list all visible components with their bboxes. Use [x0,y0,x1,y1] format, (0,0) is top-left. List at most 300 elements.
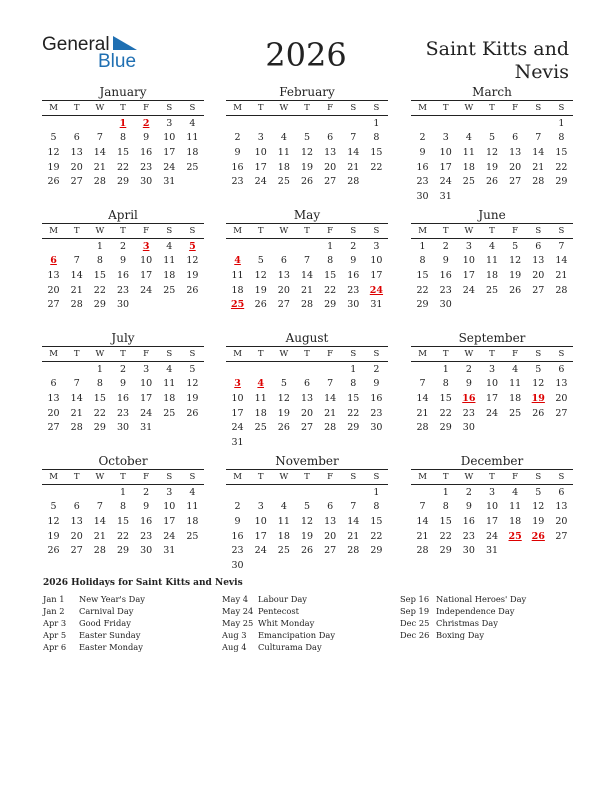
day-cell: 26 [300,176,314,188]
day-cell: 6 [303,378,311,390]
weekday-header: S [181,101,204,116]
day-cell: 13 [324,515,337,527]
day-cell: 12 [532,378,545,390]
day-cell: 30 [116,422,130,434]
day-cell: 1 [373,117,380,129]
day-cell: 4 [166,363,173,375]
day-cell: 27 [324,176,337,188]
day-cell: 4 [512,363,519,375]
day-cell: 13 [300,392,314,404]
weekday-header: S [181,224,204,239]
week-row [42,116,204,131]
day-cell: 30 [116,299,130,311]
day-cell: 20 [277,284,290,296]
day-cell: 6 [280,255,287,267]
weekday-header: F [135,224,158,239]
day-cell: 11 [254,392,267,404]
day-cell: 1 [327,240,334,252]
day-cell: 14 [300,269,314,281]
day-cell: 20 [324,530,337,542]
month-table [411,100,573,204]
weekday-header: T [65,101,88,116]
day-cell: 6 [50,378,57,390]
month-title: September [458,331,526,345]
weekday-header: F [319,470,342,485]
empty-cell [295,485,318,500]
holiday-name: Labour Day [258,594,307,604]
day-cell: 17 [140,392,153,404]
day-cell: 5 [50,132,57,144]
day-cell: 19 [47,530,60,542]
weekday-header: F [319,101,342,116]
day-cell: 3 [442,132,449,144]
day-cell: 22 [324,284,337,296]
month-table [226,100,388,189]
day-cell: 10 [370,255,383,267]
day-cell: 21 [532,161,545,173]
day-cell: 8 [96,378,103,390]
day-cell: 11 [509,378,522,390]
empty-cell [272,362,295,377]
empty-cell [226,362,249,377]
weekday-header: T [111,101,134,116]
holiday-date: Apr 3 [43,618,67,628]
weekday-header: T [295,347,318,362]
day-cell: 23 [462,407,475,419]
weekday-header: S [550,101,573,116]
day-cell: 28 [532,176,545,188]
month-may [226,207,388,312]
holiday-day-cell: 2 [142,117,150,129]
day-cell: 27 [70,545,83,557]
day-cell: 23 [347,284,360,296]
week-row [226,377,388,392]
empty-cell [319,558,342,573]
holiday-name: Carnival Day [79,606,134,616]
day-cell: 5 [303,132,311,144]
day-cell: 28 [300,299,314,311]
month-title: December [460,454,524,468]
month-october [42,453,204,558]
day-cell: 3 [488,486,496,498]
empty-cell [88,485,111,500]
day-cell: 19 [186,392,199,404]
holiday-day-cell: 4 [234,255,241,267]
day-cell: 9 [442,255,449,267]
empty-cell [249,435,272,450]
day-cell: 30 [140,176,153,188]
day-cell: 31 [370,299,383,311]
day-cell: 11 [186,132,199,144]
empty-cell [550,189,573,204]
week-row [42,420,204,435]
week-row [226,362,388,377]
day-cell: 15 [116,146,130,158]
month-table [411,469,573,558]
day-cell: 23 [231,545,244,557]
day-cell: 5 [535,486,542,498]
day-cell: 4 [512,486,519,498]
holiday-date: Dec 25 [400,618,430,628]
weekday-header: T [111,224,134,239]
day-cell: 21 [93,161,106,173]
day-cell: 7 [419,501,426,513]
month-title: October [98,454,148,468]
day-cell: 29 [324,299,337,311]
holiday-name: Pentecost [258,606,299,616]
day-cell: 29 [93,422,106,434]
day-cell: 16 [370,392,383,404]
day-cell: 2 [119,363,127,375]
weekday-header: T [249,224,272,239]
day-cell: 29 [416,299,429,311]
day-cell: 6 [512,132,519,144]
day-cell: 19 [47,161,60,173]
day-cell: 18 [231,284,244,296]
month-february [226,84,388,189]
day-cell: 18 [163,269,176,281]
day-cell: 30 [231,559,244,571]
day-cell: 19 [277,407,290,419]
weekday-header: M [226,347,249,362]
day-cell: 8 [96,255,103,267]
day-cell: 19 [509,269,522,281]
day-cell: 28 [70,422,83,434]
weekday-header: S [158,101,181,116]
day-cell: 23 [231,176,244,188]
week-row [42,174,204,189]
day-cell: 18 [186,146,199,158]
weekday-header: S [365,470,388,485]
day-cell: 6 [73,501,80,513]
month-september [411,330,573,435]
day-cell: 11 [277,146,290,158]
weekday-header: F [504,347,527,362]
month-title: February [279,85,335,99]
weekday-header: W [272,101,295,116]
day-cell: 15 [93,392,106,404]
weekday-header: S [365,347,388,362]
month-april [42,207,204,312]
day-cell: 25 [163,407,176,419]
day-cell: 16 [116,392,130,404]
day-cell: 28 [416,422,429,434]
day-cell: 5 [488,132,496,144]
weekday-header: W [457,224,480,239]
day-cell: 15 [370,146,383,158]
day-cell: 2 [234,132,241,144]
week-row [411,239,573,254]
day-cell: 10 [163,132,176,144]
weekday-header: M [226,101,249,116]
country-title [399,38,569,84]
weekday-header: M [42,347,65,362]
week-row [411,485,573,500]
day-cell: 15 [416,269,429,281]
day-cell: 27 [555,407,568,419]
day-cell: 3 [488,363,496,375]
day-cell: 7 [73,378,80,390]
day-cell: 12 [300,515,314,527]
empty-cell [457,297,480,312]
week-row [411,529,573,544]
day-cell: 10 [140,255,153,267]
empty-cell [226,116,249,131]
empty-cell [527,297,550,312]
weekday-header: W [457,347,480,362]
day-cell: 18 [509,515,522,527]
day-cell: 21 [347,161,360,173]
day-cell: 10 [254,515,267,527]
empty-cell [181,174,204,189]
holiday-day-cell: 25 [508,530,522,542]
weekday-header: S [365,101,388,116]
day-cell: 2 [373,363,380,375]
day-cell: 9 [465,378,472,390]
day-cell: 26 [186,407,199,419]
day-cell: 4 [280,132,287,144]
empty-cell [295,362,318,377]
day-cell: 30 [347,299,360,311]
empty-cell [181,297,204,312]
day-cell: 19 [532,515,545,527]
week-row [42,297,204,312]
day-cell: 12 [254,269,267,281]
week-row [411,145,573,160]
day-cell: 15 [555,146,568,158]
day-cell: 14 [324,392,337,404]
month-table [42,223,204,312]
empty-cell [434,116,457,131]
weekday-header: T [480,347,503,362]
week-row [226,160,388,175]
weekday-header: F [135,470,158,485]
empty-cell [342,435,365,450]
day-cell: 20 [555,392,568,404]
day-cell: 16 [439,269,452,281]
week-row [226,514,388,529]
day-cell: 26 [254,299,267,311]
day-cell: 4 [189,486,196,498]
weekday-header: S [527,347,550,362]
day-cell: 25 [485,284,499,296]
weekday-header: T [480,470,503,485]
weekday-header: W [88,224,111,239]
day-cell: 1 [96,240,103,252]
day-cell: 21 [300,284,314,296]
day-cell: 16 [231,161,244,173]
week-row [226,406,388,421]
empty-cell [319,485,342,500]
empty-cell [249,362,272,377]
empty-cell [295,239,318,254]
week-row [226,435,388,450]
day-cell: 6 [73,132,80,144]
empty-cell [319,362,342,377]
day-cell: 27 [324,545,337,557]
day-cell: 8 [119,132,127,144]
day-cell: 17 [485,392,499,404]
day-cell: 22 [370,161,383,173]
day-cell: 1 [96,363,103,375]
day-cell: 21 [416,407,429,419]
week-row [411,254,573,269]
day-cell: 2 [442,240,449,252]
day-cell: 9 [143,132,150,144]
day-cell: 3 [166,486,173,498]
day-cell: 13 [509,146,522,158]
day-cell: 8 [327,255,334,267]
empty-cell [411,362,434,377]
empty-cell [550,543,573,558]
day-cell: 26 [532,407,545,419]
holiday-name: National Heroes' Day [436,594,527,604]
day-cell: 31 [439,190,452,202]
empty-cell [249,558,272,573]
week-row [411,189,573,204]
week-row [42,529,204,544]
week-row [42,362,204,377]
holiday-date: Dec 26 [400,630,430,640]
empty-cell [272,435,295,450]
empty-cell [295,558,318,573]
day-cell: 14 [532,146,545,158]
holiday-date: Apr 5 [43,630,67,640]
day-cell: 30 [462,545,475,557]
day-cell: 18 [485,269,499,281]
week-row [42,377,204,392]
month-august [226,330,388,450]
year-title: 2026 [265,36,347,74]
day-cell: 27 [47,422,60,434]
week-row [411,514,573,529]
month-title: April [108,208,138,222]
day-cell: 9 [373,378,380,390]
week-row [411,420,573,435]
empty-cell [65,116,88,131]
day-cell: 20 [70,161,83,173]
day-cell: 21 [93,530,106,542]
day-cell: 26 [300,545,314,557]
week-row [42,145,204,160]
day-cell: 3 [257,132,264,144]
day-cell: 28 [93,176,106,188]
week-row [226,116,388,131]
day-cell: 19 [485,161,499,173]
day-cell: 29 [93,299,106,311]
empty-cell [272,558,295,573]
day-cell: 20 [300,407,314,419]
holiday-name: Culturama Day [258,642,322,652]
empty-cell [365,174,388,189]
day-cell: 22 [555,161,568,173]
day-cell: 30 [370,422,383,434]
day-cell: 21 [70,407,83,419]
day-cell: 10 [439,146,452,158]
month-november [226,453,388,573]
day-cell: 1 [419,240,426,252]
day-cell: 26 [186,284,199,296]
day-cell: 22 [370,530,383,542]
month-title: July [111,331,135,345]
day-cell: 22 [93,407,106,419]
month-table [42,346,204,435]
day-cell: 20 [324,161,337,173]
empty-cell [457,189,480,204]
month-table [42,469,204,558]
weekday-header: W [272,224,295,239]
weekday-header: T [434,101,457,116]
week-row [226,268,388,283]
day-cell: 1 [373,486,380,498]
holidays-title: 2026 Holidays for Saint Kitts and Nevis [43,578,243,588]
day-cell: 24 [439,176,452,188]
weekday-header: T [480,224,503,239]
day-cell: 23 [140,530,153,542]
day-cell: 10 [485,501,499,513]
holiday-date: Jan 1 [43,594,65,604]
empty-cell [42,239,65,254]
day-cell: 30 [462,422,475,434]
day-cell: 26 [47,176,60,188]
holiday-day-cell: 26 [531,530,545,542]
day-cell: 7 [96,132,103,144]
day-cell: 10 [462,255,475,267]
day-cell: 22 [439,530,452,542]
empty-cell [249,239,272,254]
day-cell: 1 [442,363,449,375]
empty-cell [527,116,550,131]
day-cell: 22 [416,284,429,296]
holiday-date: Sep 16 [400,594,430,604]
holiday-name: New Year's Day [79,594,145,604]
day-cell: 11 [277,515,290,527]
empty-cell [88,116,111,131]
day-cell: 29 [116,545,130,557]
week-row [42,485,204,500]
month-table [42,100,204,189]
holiday-day-cell: 3 [234,378,241,390]
weekday-header: W [272,470,295,485]
week-row [42,391,204,406]
week-row [411,543,573,558]
empty-cell [550,420,573,435]
holiday-date: Jan 2 [43,606,65,616]
holiday-date: Sep 19 [400,606,430,616]
day-cell: 10 [254,146,267,158]
day-cell: 28 [324,422,337,434]
week-row [226,174,388,189]
day-cell: 22 [116,530,130,542]
holiday-date: May 24 [222,606,254,616]
month-title: November [275,454,339,468]
holiday-name: Good Friday [79,618,131,628]
empty-cell [342,116,365,131]
day-cell: 5 [50,501,57,513]
empty-cell [42,485,65,500]
day-cell: 11 [231,269,244,281]
weekday-header: M [226,470,249,485]
week-row [42,160,204,175]
empty-cell [319,116,342,131]
day-cell: 8 [442,501,449,513]
holiday-date: May 4 [222,594,249,604]
day-cell: 21 [70,284,83,296]
month-title: March [472,85,512,99]
day-cell: 1 [558,117,565,129]
weekday-header: W [457,470,480,485]
weekday-header: W [88,470,111,485]
